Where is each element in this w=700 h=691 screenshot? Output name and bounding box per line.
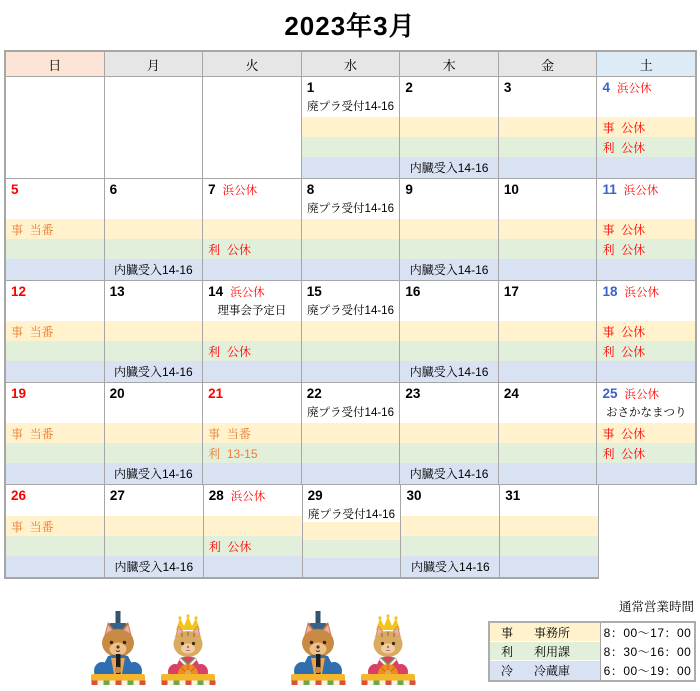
band-text: 利 公休 [602, 242, 646, 257]
band-reizouko [499, 463, 597, 484]
band-jimusho [401, 516, 499, 536]
band-reizouko [6, 556, 104, 577]
legend-row-jimusho [490, 623, 694, 642]
legend-table [488, 621, 696, 682]
weekday-header-sat: 土 [596, 50, 697, 77]
band-reizouko [400, 157, 498, 178]
band-reizouko [499, 259, 597, 280]
date-number: 30 [406, 488, 422, 503]
day-cell-head [302, 77, 400, 117]
band-riyouka [400, 239, 498, 259]
date-number: 18 [602, 284, 618, 299]
holiday-label: 浜公休 [624, 287, 659, 299]
band-riyouka [105, 239, 203, 259]
band-riyouka [499, 341, 597, 361]
legend-label-cell [490, 661, 600, 680]
day-cell-head [203, 281, 301, 321]
band-jimusho [499, 423, 597, 443]
date-number: 27 [109, 488, 125, 503]
band-reizouko [597, 463, 695, 484]
day-cell [301, 383, 400, 485]
hina-doll-pair [291, 611, 416, 685]
calendar [4, 50, 697, 579]
band-jimusho [204, 516, 302, 536]
band-jimusho [105, 423, 203, 443]
band-text: 利 公休 [208, 242, 251, 257]
band-reizouko [500, 556, 598, 577]
legend-hours: 8：00～17：00 [600, 623, 694, 642]
day-cell [596, 179, 697, 281]
band-text: 事 公休 [602, 120, 646, 135]
band-text: 内臓受入14-16 [409, 365, 489, 379]
date-number: 4 [602, 80, 610, 95]
hina-dolls-illustration [52, 611, 482, 686]
band-jimusho [597, 117, 695, 137]
date-number: 2 [405, 80, 413, 95]
band-jimusho [203, 321, 301, 341]
band-jimusho [500, 516, 598, 536]
day-cell [498, 383, 597, 485]
date-number: 13 [109, 284, 125, 299]
day-cell-head [597, 383, 695, 423]
weekday-header-tue: 火 [202, 50, 301, 77]
day-cell-head [597, 281, 695, 321]
date-number: 17 [503, 284, 519, 299]
date-number: 1 [306, 80, 315, 95]
legend-name: 冷蔵庫 [534, 664, 571, 678]
holiday-label: 浜公休 [616, 83, 652, 95]
calendar-grid [4, 77, 697, 579]
band-jimusho [597, 423, 695, 443]
day-cell-head [6, 485, 104, 516]
day-cell [399, 281, 498, 383]
band-text: 内臓受入14-16 [114, 560, 194, 574]
day-cell [104, 383, 203, 485]
event-label: おさかなまつり [606, 407, 687, 419]
day-cell-head [302, 281, 400, 321]
band-reizouko [6, 463, 104, 484]
day-cell-head [302, 179, 400, 219]
band-riyouka [401, 536, 499, 556]
band-jimusho [400, 321, 498, 341]
week-row [4, 383, 697, 485]
day-cell [4, 281, 104, 383]
day-cell [498, 281, 597, 383]
band-reizouko [105, 361, 203, 382]
holiday-label: 浜公休 [624, 389, 659, 401]
day-cell [596, 281, 697, 383]
date-number: 19 [11, 386, 27, 401]
band-jimusho [203, 423, 301, 443]
band-text: 利 公休 [208, 344, 251, 359]
band-text: 利 公休 [602, 446, 646, 461]
week-row [4, 179, 697, 281]
legend-title: 通常営業時間 [618, 600, 694, 614]
band-reizouko [302, 157, 400, 178]
event-label: 廃プラ受付14-16 [307, 101, 394, 113]
band-reizouko [400, 463, 498, 484]
band-jimusho [303, 522, 401, 540]
day-cell [4, 179, 104, 281]
day-cell-head [105, 485, 203, 516]
hina-dolls-svg [52, 611, 482, 686]
legend-label-cell [490, 642, 600, 661]
band-reizouko [597, 361, 695, 382]
date-number: 6 [109, 182, 118, 197]
band-reizouko [203, 361, 301, 382]
holiday-label: 浜公休 [222, 185, 258, 197]
date-number: 16 [405, 284, 421, 299]
page-title: 2023年3月 [284, 11, 416, 41]
band-text: 事 当番 [11, 519, 54, 534]
band-riyouka [105, 341, 203, 361]
band-reizouko [6, 361, 104, 382]
day-cell [4, 485, 104, 579]
band-text: 事 公休 [602, 426, 646, 441]
band-jimusho [6, 321, 104, 341]
legend-name: 利用課 [534, 644, 571, 659]
band-jimusho [302, 423, 400, 443]
day-cell-head [499, 179, 597, 219]
band-jimusho [400, 423, 498, 443]
band-reizouko [597, 259, 695, 280]
band-jimusho [597, 219, 695, 239]
band-riyouka [203, 239, 301, 259]
day-cell [399, 179, 498, 281]
date-number: 10 [503, 182, 519, 197]
day-cell [202, 77, 301, 179]
band-jimusho [203, 219, 301, 239]
band-reizouko [303, 558, 401, 577]
day-cell-head [499, 281, 597, 321]
band-reizouko [302, 463, 400, 484]
band-reizouko [499, 157, 597, 178]
day-cell-head [203, 77, 301, 178]
hina-doll-pair [91, 611, 216, 685]
band-riyouka [302, 341, 400, 361]
day-cell [203, 485, 302, 579]
date-number: 15 [306, 284, 322, 299]
day-cell-head [302, 383, 400, 423]
band-riyouka [597, 443, 695, 463]
date-number: 24 [503, 386, 519, 401]
band-riyouka [203, 443, 301, 463]
day-cell [104, 77, 203, 179]
band-text: 事 当番 [11, 222, 54, 237]
day-cell-head [499, 77, 597, 117]
day-cell-head [499, 383, 597, 423]
day-cell [301, 179, 400, 281]
band-riyouka [400, 137, 498, 157]
week-row [4, 281, 697, 383]
legend-label-cell [490, 623, 600, 642]
day-cell-head [401, 485, 499, 516]
band-jimusho [597, 321, 695, 341]
band-reizouko [597, 157, 695, 178]
date-number: 12 [11, 284, 27, 299]
weekday-header-fri: 金 [498, 50, 597, 77]
band-riyouka [204, 536, 302, 556]
day-cell-head [6, 281, 104, 321]
legend-hours: 8：30～16：00 [600, 642, 694, 661]
holiday-label: 浜公休 [230, 287, 265, 299]
date-number: 23 [405, 386, 421, 401]
business-hours-legend [488, 597, 696, 682]
band-jimusho [6, 219, 104, 239]
day-cell [104, 281, 203, 383]
band-reizouko [400, 259, 498, 280]
weekday-header-wed: 水 [301, 50, 400, 77]
day-cell-head [105, 179, 203, 219]
band-text: 利 13-15 [208, 446, 258, 461]
band-riyouka [597, 341, 695, 361]
band-reizouko [204, 556, 302, 577]
band-text: 事 当番 [11, 324, 54, 339]
band-riyouka [597, 137, 695, 157]
event-label: 廃プラ受付14-16 [307, 305, 394, 317]
band-jimusho [6, 423, 104, 443]
band-jimusho [400, 117, 498, 137]
band-reizouko [401, 556, 499, 577]
band-riyouka [499, 443, 597, 463]
day-cell [598, 485, 697, 579]
legend-name: 事務所 [534, 625, 571, 640]
event-label: 廃プラ受付14-16 [307, 407, 394, 419]
band-reizouko [203, 259, 301, 280]
band-riyouka [400, 443, 498, 463]
day-cell [301, 77, 400, 179]
band-jimusho [499, 117, 597, 137]
band-text: 事 公休 [602, 222, 646, 237]
day-cell [400, 485, 499, 579]
band-jimusho [499, 321, 597, 341]
band-riyouka [6, 239, 104, 259]
day-cell [498, 179, 597, 281]
day-cell-head [204, 485, 302, 516]
band-text: 内臓受入14-16 [409, 263, 489, 277]
day-cell-head [6, 77, 104, 178]
band-riyouka [6, 443, 104, 463]
band-reizouko [302, 361, 400, 382]
band-jimusho [105, 516, 203, 536]
band-jimusho [302, 117, 400, 137]
holiday-label: 浜公休 [230, 491, 266, 503]
day-cell [499, 485, 598, 579]
day-cell-head [597, 77, 695, 117]
date-number: 7 [208, 182, 216, 197]
band-riyouka [6, 536, 104, 556]
date-number: 26 [11, 488, 27, 503]
day-cell [202, 383, 301, 485]
day-cell-head [400, 383, 498, 423]
date-number: 20 [109, 386, 125, 401]
weekday-header-thu: 木 [399, 50, 498, 77]
band-jimusho [105, 321, 203, 341]
day-cell-head [400, 179, 498, 219]
date-number: 31 [505, 488, 521, 503]
day-cell-head [597, 179, 695, 219]
weekday-header-sun: 日 [4, 50, 104, 77]
date-number: 28 [208, 488, 224, 503]
date-number: 11 [602, 182, 617, 197]
band-text: 内臓受入14-16 [409, 467, 489, 481]
band-jimusho [105, 219, 203, 239]
band-riyouka [302, 239, 400, 259]
band-reizouko [203, 463, 301, 484]
legend-symbol: 事 [501, 625, 514, 640]
date-number: 22 [306, 386, 322, 401]
day-cell-head [105, 77, 203, 178]
band-riyouka [302, 443, 400, 463]
day-cell [399, 77, 498, 179]
band-reizouko [105, 463, 203, 484]
band-text: 内臓受入14-16 [114, 467, 193, 481]
band-reizouko [6, 259, 104, 280]
band-text: 利 公休 [208, 539, 252, 554]
day-cell [498, 77, 597, 179]
band-reizouko [400, 361, 498, 382]
band-riyouka [499, 239, 597, 259]
date-number: 5 [11, 182, 19, 197]
band-text: 内臓受入14-16 [114, 263, 193, 277]
band-riyouka [500, 536, 598, 556]
date-number: 25 [602, 386, 618, 401]
band-text: 利 公休 [602, 344, 646, 359]
band-text: 内臓受入14-16 [409, 161, 489, 175]
day-cell-head [303, 485, 401, 522]
band-reizouko [105, 259, 203, 280]
band-riyouka [302, 137, 400, 157]
date-number: 9 [405, 182, 413, 197]
band-text: 内臓受入14-16 [411, 560, 490, 574]
day-cell-head [203, 179, 301, 219]
day-cell [596, 383, 697, 485]
day-cell [399, 383, 498, 485]
date-number: 29 [307, 488, 323, 503]
day-cell [4, 383, 104, 485]
band-riyouka [105, 536, 203, 556]
holiday-label: 浜公休 [623, 185, 659, 197]
event-label: 廃プラ受付14-16 [308, 509, 395, 521]
band-riyouka [303, 540, 401, 558]
band-jimusho [499, 219, 597, 239]
legend-symbol: 利 [501, 644, 514, 659]
day-cell-head [203, 383, 301, 423]
event-label: 廃プラ受付14-16 [307, 203, 394, 215]
band-riyouka [6, 341, 104, 361]
legend-row-reizouko [490, 661, 694, 680]
weekday-header-mon: 月 [104, 50, 203, 77]
day-cell [202, 179, 301, 281]
weekday-header-row [4, 50, 697, 77]
day-cell-head [500, 485, 598, 516]
date-number: 8 [306, 182, 315, 197]
day-cell-head [400, 77, 498, 117]
day-cell-head [105, 281, 203, 321]
day-cell [4, 77, 104, 179]
date-number: 3 [503, 80, 512, 95]
band-text: 事 公休 [602, 324, 646, 339]
band-riyouka [499, 137, 597, 157]
band-riyouka [203, 341, 301, 361]
band-riyouka [597, 239, 695, 259]
band-jimusho [6, 516, 104, 536]
day-cell [301, 281, 400, 383]
band-riyouka [105, 443, 203, 463]
band-jimusho [302, 321, 400, 341]
band-text: 利 公休 [602, 140, 646, 155]
band-text: 事 当番 [11, 426, 54, 441]
band-reizouko [499, 361, 597, 382]
day-cell [104, 179, 203, 281]
band-text: 内臓受入14-16 [114, 365, 193, 379]
week-row [4, 77, 697, 179]
band-reizouko [105, 556, 203, 577]
day-cell-head [6, 383, 104, 423]
band-reizouko [302, 259, 400, 280]
date-number: 21 [208, 386, 224, 401]
band-riyouka [400, 341, 498, 361]
day-cell-head [400, 281, 498, 321]
band-jimusho [400, 219, 498, 239]
day-cell-head [6, 179, 104, 219]
week-row [4, 485, 697, 579]
legend-row-riyouka [490, 642, 694, 661]
day-cell [202, 281, 301, 383]
day-cell [302, 485, 401, 579]
day-cell-head [105, 383, 203, 423]
legend-hours: 6：00～19：00 [600, 661, 694, 680]
event-label: 理事会予定日 [217, 305, 287, 317]
date-number: 14 [208, 284, 224, 299]
band-text: 事 当番 [208, 426, 251, 441]
legend-symbol: 冷 [501, 664, 514, 678]
day-cell [104, 485, 203, 579]
day-cell [596, 77, 697, 179]
band-jimusho [302, 219, 400, 239]
